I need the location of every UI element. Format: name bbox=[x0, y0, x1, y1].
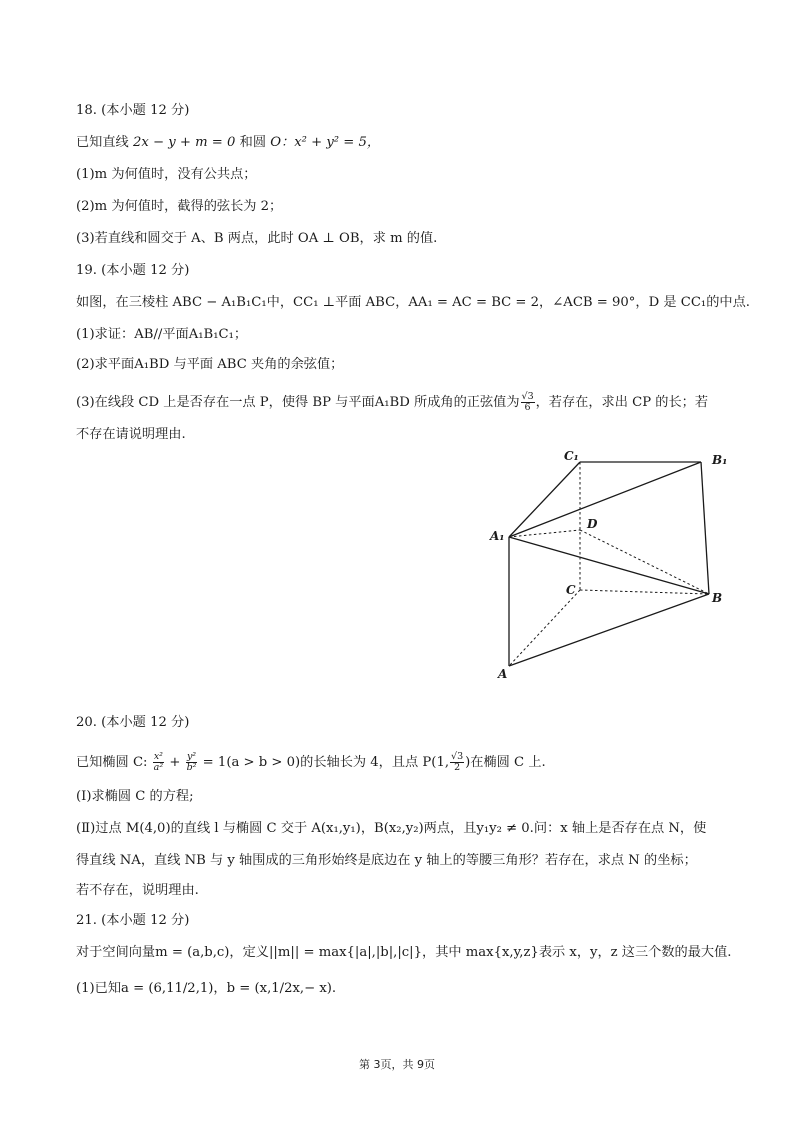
q20-ellipse-x-term: $\frac{\text{x²}}{\text{a²}}$ bbox=[153, 751, 164, 773]
q19-header: 19. (本小题 12 分) bbox=[76, 263, 190, 278]
edge-a1-b1 bbox=[509, 462, 701, 537]
label-b1: B₁ bbox=[712, 453, 728, 467]
q20-header: 20. (本小题 12 分) bbox=[76, 715, 190, 730]
label-c: C bbox=[566, 583, 576, 597]
q19-part3-cont: 不存在请说明理由. bbox=[76, 427, 186, 442]
q19-part2: (2)求平面A₁BD 与平面 ABC 夹角的余弦值； bbox=[76, 357, 344, 372]
q20-point-fraction: $\frac{√3}{2}$ bbox=[451, 751, 464, 773]
q18-line-equation: 2x − y + m = 0 bbox=[132, 135, 236, 150]
q21-part1: (1)已知a = (6,11/2,1)，b = (x,1/2x,− x). bbox=[76, 981, 337, 996]
label-a1: A₁ bbox=[490, 529, 505, 543]
q20-part2: (Ⅱ)过点 M(4,0)的直线 l 与椭圆 C 交于 A(x₁,y₁)，B(x₂,y₂)两点，且y₁y₂ ≠ 0.问：x 轴上是否存在点 N，使 bbox=[76, 821, 707, 836]
q20-stem-c: )在椭圆 C 上. bbox=[465, 755, 546, 770]
edge-a-b bbox=[509, 594, 709, 666]
q18-stem-b: 和圆 bbox=[235, 135, 271, 150]
q18-part3: (3)若直线和圆交于 A、B 两点，此时 OA ⊥ OB，求 m 的值. bbox=[76, 231, 438, 246]
q18-stem-a: 已知直线 bbox=[76, 135, 133, 150]
q21-header: 21. (本小题 12 分) bbox=[76, 913, 190, 928]
q18-circle-equation: O：x² + y² = 5， bbox=[270, 135, 381, 150]
q19-stem: 如图，在三棱柱 ABC − A₁B₁C₁中，CC₁ ⊥平面 ABC，AA₁ = AC = BC = 2，∠ACB = 90°，D 是 CC₁的中点. bbox=[76, 295, 750, 310]
q21-stem: 对于空间向量m = (a,b,c)，定义||m|| = max{|a|,|b|,|c|}，其中 max{x,y,z}表示 x，y，z 这三个数的最大值. bbox=[76, 945, 732, 960]
q18-header: 18. (本小题 12 分) bbox=[76, 103, 190, 118]
q20-part2-end: 若不存在，说明理由. bbox=[76, 883, 199, 898]
q19-part3 bbox=[76, 392, 708, 413]
label-a: A bbox=[498, 667, 508, 681]
edge-c-a-hidden bbox=[509, 590, 580, 666]
edge-c-b-hidden bbox=[580, 590, 709, 594]
q19-part1: (1)求证：AB//平面A₁B₁C₁； bbox=[76, 327, 248, 342]
q20-ellipse-y-term: $\frac{\text{y²}}{\text{b²}}$ bbox=[186, 751, 197, 773]
q18-part2: (2)m 为何值时，截得的弦长为 2； bbox=[76, 199, 283, 214]
prism-figure bbox=[480, 440, 740, 690]
q20-part2-cont: 得直线 NA，直线 NB 与 y 轴围成的三角形始终是底边在 y 轴上的等腰三角形？若存在，求点 N 的坐标； bbox=[76, 853, 697, 868]
q19-sine-fraction-den: 6 bbox=[524, 402, 531, 413]
edge-a1-b-solid bbox=[509, 537, 709, 594]
page-footer: 第 3页，共 9页 bbox=[359, 1058, 435, 1071]
q18-part1: (1)m 为何值时，没有公共点； bbox=[76, 167, 257, 182]
label-d: D bbox=[587, 517, 598, 531]
q20-part1: (Ⅰ)求椭圆 C 的方程; bbox=[76, 789, 194, 804]
q19-part3-b: ，若存在，求出 CP 的长；若 bbox=[535, 395, 709, 410]
q20-stem: 已知椭圆 C: $\frac{\text{x²}}{\text{a²}}$ + $\frac{\text{y²}}{\text{b²}}$ = 1(a > b > 0)的长轴长为 4，且点 P(1, $\frac{√3}{2}$ )在椭圆 C 上. bbox=[76, 751, 546, 773]
label-b: B bbox=[712, 591, 723, 605]
edge-d-b-hidden bbox=[580, 530, 709, 594]
q19-sine-fraction bbox=[521, 392, 535, 413]
edge-a1-c1 bbox=[509, 462, 580, 537]
edge-b1-b bbox=[701, 462, 709, 594]
q20-stem-a: 已知椭圆 C: bbox=[76, 755, 152, 770]
q18-stem bbox=[76, 134, 380, 152]
q19-part3-a: (3)在线段 CD 上是否存在一点 P，使得 BP 与平面A₁BD 所成角的正弦值为 bbox=[76, 395, 520, 410]
q20-stem-b: (a > b > 0)的长轴长为 4，且点 P(1, bbox=[226, 755, 450, 770]
q19-sine-fraction-num: √3 bbox=[521, 391, 534, 402]
label-c1: C₁ bbox=[564, 449, 579, 463]
